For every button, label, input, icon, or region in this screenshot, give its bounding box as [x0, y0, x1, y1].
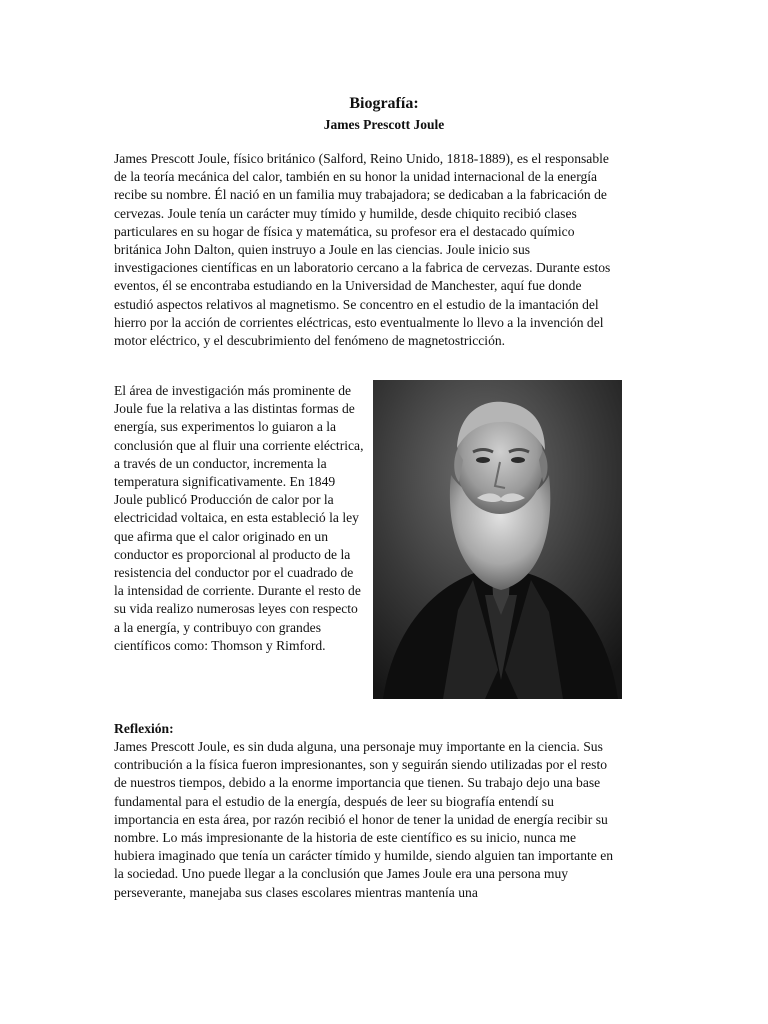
- intro-paragraph: James Prescott Joule, físico británico (Salford, Reino Unido, 1818-1889), es el responsable de la teoría mecánica del calor, también en su honor la unidad internacional de la energía recibe su nombre. Él nació en un familia muy trabajadora; se dedicaban a la fabricación de cervezas. Joule tenía un carácter muy tímido y humilde, desde chiquito recibió clases particulares en su hogar de física y matemática, su profesor era el destacado químico británica John Dalton, quien instruyo a Joule en las ciencias. Joule inicio sus investigaciones científicas en un laboratorio cercano a la fabrica de cervezas. Durante estos eventos, él se encontraba estudiando en la Universidad de Manchester, aquí fue donde estudió aspectos relativos al magnetismo. Se concentro en el estudio de la imantación del hierro por la acción de corrientes eléctricas, esto eventualmente lo llevo a la invención del motor eléctrico, y el descubrimiento del fenómeno de magnetostricción.: [114, 151, 611, 349]
- reflexion-heading: Reflexión:: [114, 721, 174, 736]
- document-subtitle: James Prescott Joule: [323, 117, 445, 132]
- document-title: Biografía:: [349, 95, 419, 112]
- portrait-photo-icon: [373, 380, 622, 699]
- reflexion-paragraph: James Prescott Joule, es sin duda alguna, una personaje muy importante en la ciencia. Sus contribución a la física fueron impresionantes, son y seguirán siendo utilizadas por el resto de nuestros tiempos, debido a la enorme importancia que tienen. Su trabajo dejo una base fundamental para el estudio de la energía, después de leer su biografía entendí su importancia en esta área, por razón recibió el honor de tener la unidad de energía recibir su nombre. Lo más impresionante de la historia de este científico es su inicio, nunca me hubiera imaginado que tenía un carácter tímido y humilde, siendo alguien tan importante en la sociedad. Uno puede llegar a la conclusión que James Joule era una persona muy perseverante, manejaba sus clases escolares mientras mantenía una: [114, 739, 614, 900]
- portrait-photo: [373, 380, 622, 699]
- research-paragraph: El área de investigación más prominente de Joule fue la relativa a las distintas formas de energía, sus experimentos lo guiaron a la conclusión que al fluir una corriente eléctrica, a través de un conductor, incrementa la temperatura significativamente. En 1849 Joule publicó Producción de calor por la electricidad voltaica, en esta estableció la ley que afirma que el calor originado en un conductor es proporcional al producto de la resistencia del conductor por el cuadrado de la intensidad de corriente. Durante el resto de su vida realizo numerosas leyes con respecto a la energía, y contribuyo con grandes científicos como: Thomson y Rimford.: [114, 383, 364, 653]
